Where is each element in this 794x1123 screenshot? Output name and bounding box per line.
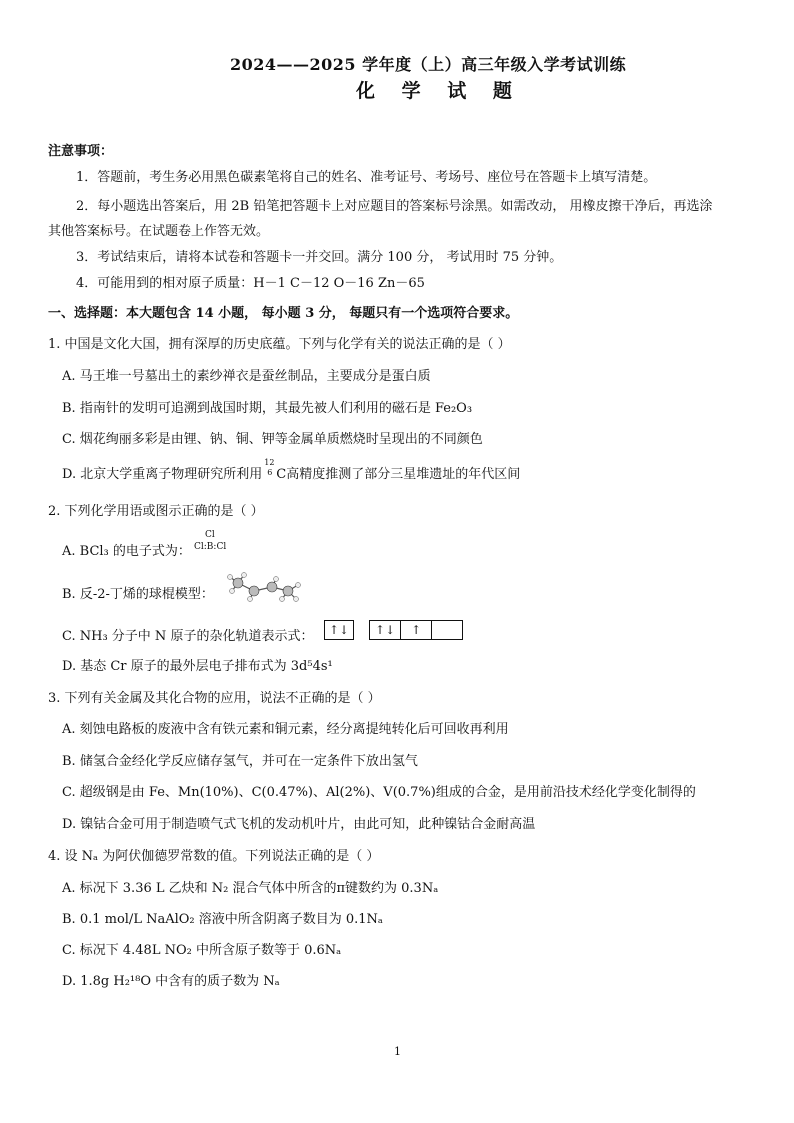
q1-stem: 1. 中国是文化大国，拥有深厚的历史底蕴。下列与化学有关的说法正确的是（ ） bbox=[48, 337, 511, 352]
page-number: 1 bbox=[394, 1045, 401, 1058]
q4-option-c: C. 标况下 4.48L NO₂ 中所含原子数等于 0.6Nₐ bbox=[62, 943, 342, 958]
q2-option-c-text: C. NH₃ 分子中 N 原子的杂化轨道表示式： bbox=[62, 629, 314, 644]
q1-option-d-post: 高精度推测了部分三星堆遗址的年代区间 bbox=[286, 467, 521, 482]
q2-option-c bbox=[62, 625, 313, 644]
q3-option-c: C. 超级钢是由 Fe、Mn(10%)、C(0.47%)、Al(2%)、V(0.7%)组成的合金，是用前沿技术经化学变化制得的 bbox=[62, 785, 696, 800]
q1-option-d-pre: D. 北京大学重离子物理研究所利用 bbox=[62, 467, 263, 482]
note-2: 2．每小题选出答案后，用 2B 铅笔把答题卡上对应题目的答案标号涂黑。如需改动， 用橡皮擦干净后，再选涂 bbox=[76, 199, 713, 214]
q3-stem: 3. 下列有关金属及其化合物的应用，说法不正确的是（ ） bbox=[48, 691, 381, 706]
isotope-mass-number: 12 bbox=[264, 458, 275, 467]
notes-heading: 注意事项： bbox=[48, 144, 114, 159]
orbital-box-2: ↑↓ bbox=[369, 620, 401, 640]
q4-stem: 4. 设 Nₐ 为阿伏伽德罗常数的值。下列说法正确的是（ ） bbox=[48, 849, 380, 864]
q3-option-b: B. 储氢合金经化学反应储存氢气，并可在一定条件下放出氢气 bbox=[62, 754, 418, 769]
q4-option-b: B. 0.1 mol/L NaAlO₂ 溶液中所含阴离子数目为 0.1Nₐ bbox=[62, 912, 383, 927]
q1-option-a: A. 马王堆一号墓出土的素纱禅衣是蚕丝制品，主要成分是蛋白质 bbox=[62, 369, 431, 384]
q1-option-d bbox=[62, 458, 521, 482]
orbital-box-1: ↑↓ bbox=[324, 620, 354, 640]
note-3: 3．考试结束后，请将本试卷和答题卡一并交回。满分 100 分， 考试用时 75 分钟。 bbox=[76, 250, 563, 265]
q2-option-a: A. BCl₃ 的电子式为： bbox=[62, 544, 191, 559]
q2-option-b: B. 反-2-丁烯的球棍模型： bbox=[62, 587, 214, 602]
note-4: 4．可能用到的相对原子质量：H－1 C－12 O－16 Zn－65 bbox=[76, 276, 425, 291]
isotope-notation bbox=[262, 458, 276, 478]
exam-subtitle: 化 学 试 题 bbox=[356, 80, 522, 102]
q2-stem: 2. 下列化学用语或图示正确的是（ ） bbox=[48, 504, 264, 519]
q3-option-d: D. 镍钴合金可用于制造喷气式飞机的发动机叶片，由此可知，此种镍钴合金耐高温 bbox=[62, 817, 536, 832]
orbital-box-4 bbox=[432, 620, 463, 640]
note-2-cont: 其他答案标号。在试题卷上作答无效。 bbox=[48, 224, 270, 239]
note-1: 1．答题前，考生务必用黑色碳素笔将自己的姓名、准考证号、考场号、座位号在答题卡上填写清楚。 bbox=[76, 170, 657, 185]
q1-option-c: C. 烟花绚丽多彩是由锂、钠、铜、钾等金属单质燃烧时呈现出的不同颜色 bbox=[62, 432, 483, 447]
orbital-box-3: ↑ bbox=[401, 620, 432, 640]
isotope-symbol: C bbox=[276, 467, 287, 482]
exam-title: 2024——2025 学年度（上）高三年级入学考试训练 bbox=[230, 55, 627, 74]
q4-option-d: D. 1.8g H₂¹⁸O 中含有的质子数为 Nₐ bbox=[62, 974, 280, 989]
q1-option-b: B. 指南针的发明可追溯到战国时期，其最先被人们利用的磁石是 Fe₂O₃ bbox=[62, 401, 473, 416]
isotope-atomic-number: 6 bbox=[267, 468, 273, 477]
q3-option-a: A. 刻蚀电路板的废液中含有铁元素和铜元素，经分离提纯转化后可回收再利用 bbox=[62, 722, 509, 737]
orbital-diagram bbox=[324, 619, 463, 640]
electron-formula-mid: Cl:B:Cl bbox=[194, 542, 227, 552]
q4-option-a: A. 标况下 3.36 L 乙炔和 N₂ 混合气体中所含的π键数约为 0.3Nₐ bbox=[62, 881, 439, 896]
electron-formula-top: Cl bbox=[205, 530, 215, 540]
ball-stick-model-icon bbox=[220, 569, 310, 605]
q2-option-d: D. 基态 Cr 原子的最外层电子排布式为 3d⁵4s¹ bbox=[62, 659, 333, 674]
section-1-heading: 一、选择题：本大题包含 14 小题， 每小题 3 分， 每题只有一个选项符合要求。 bbox=[48, 306, 519, 321]
